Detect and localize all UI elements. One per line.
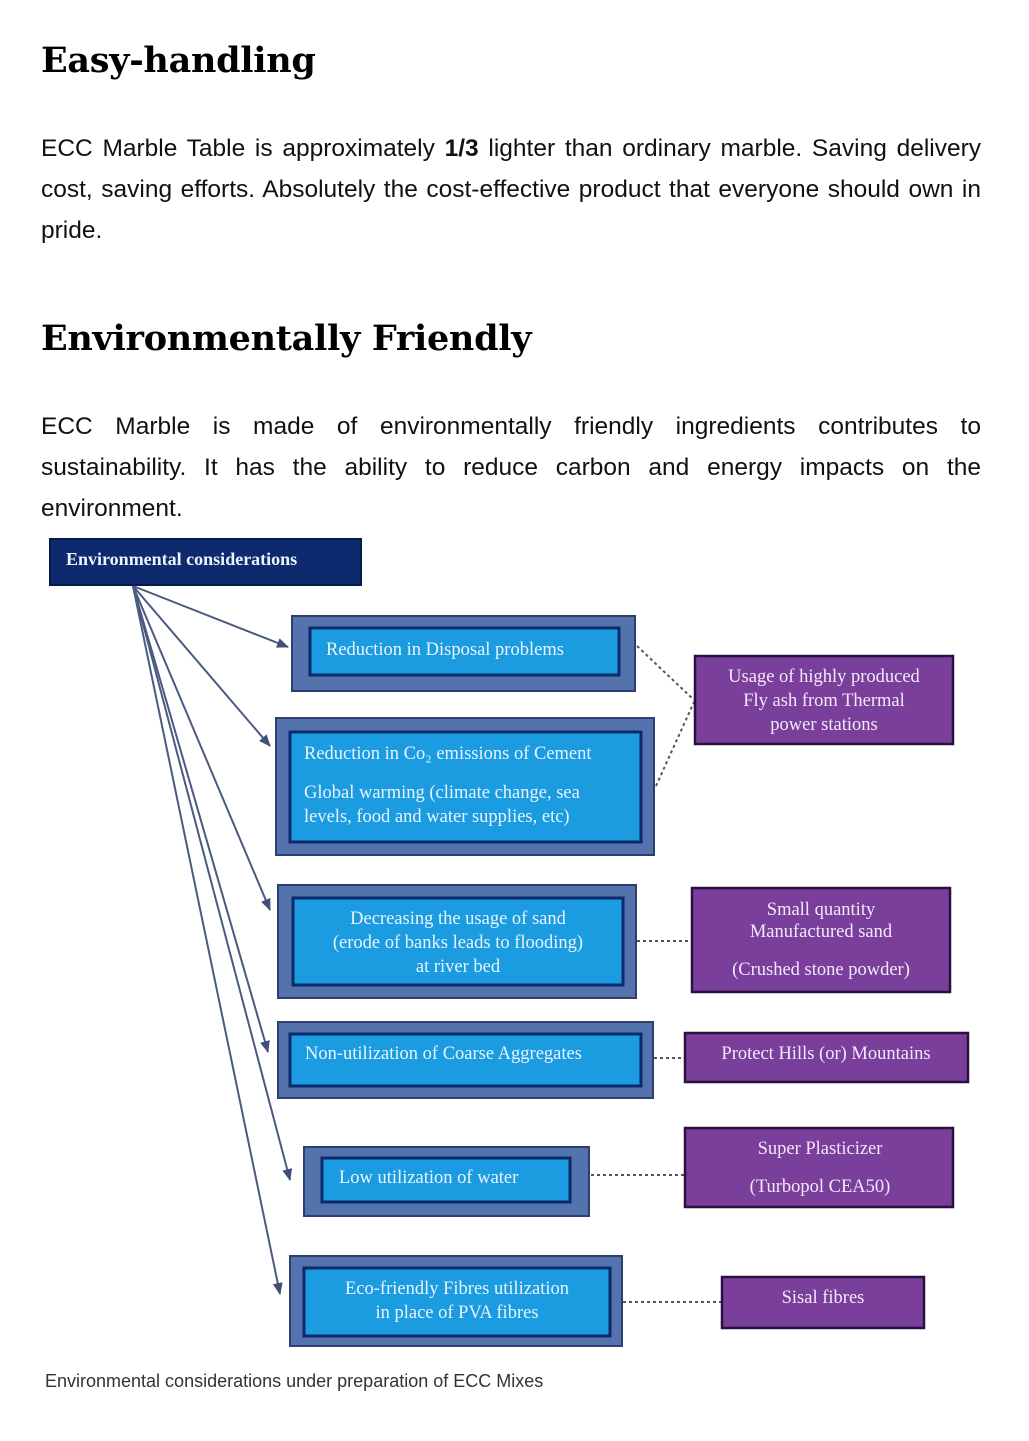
easy-handling-paragraph <box>41 128 981 251</box>
solution-box-1 <box>695 656 953 744</box>
para-text: lighter than ordinary marble. Saving delivery cost, saving efforts. Absolutely the cost-effective product that everyone should own in pride. <box>41 135 981 244</box>
connector-1a <box>637 646 694 700</box>
solution-label: power stations <box>770 715 878 735</box>
consideration-box-2 <box>276 718 654 855</box>
consideration-box-4 <box>278 1022 653 1098</box>
solution-label: (Turbopol CEA50) <box>749 1177 891 1197</box>
consideration-label: Reduction in Disposal problems <box>326 640 564 660</box>
arrows <box>133 586 290 1294</box>
consideration-box-6 <box>290 1256 622 1346</box>
arrow-3 <box>133 586 270 910</box>
consideration-label: Decreasing the usage of sand <box>350 909 566 929</box>
consideration-label: (erode of banks leads to flooding) <box>332 933 584 953</box>
consideration-label: Global warming (climate change, sea <box>304 783 580 803</box>
solution-box-4 <box>685 1128 953 1207</box>
solution-box-3 <box>685 1033 968 1082</box>
solution-label: Sisal fibres <box>781 1288 865 1308</box>
solution-box-2 <box>692 888 950 992</box>
solution-box-5 <box>722 1277 924 1328</box>
environmentally-friendly-paragraph: ECC Marble is made of environmentally friendly ingredients contributes to sustainability. It has the ability to reduce carbon and energy impacts on the environment. <box>41 413 981 522</box>
section-title-environmentally-friendly: Environmentally Friendly <box>41 318 532 359</box>
solution-label: Usage of highly produced <box>728 667 920 687</box>
solution-label: (Crushed stone powder) <box>732 960 910 980</box>
consideration-label: Non-utilization of Coarse Aggregates <box>305 1044 582 1064</box>
root-node <box>50 539 361 585</box>
arrow-5 <box>133 586 290 1180</box>
consideration-label: Reduction in Co₂ emissions of Cement <box>304 744 592 764</box>
consideration-box-5 <box>304 1147 589 1216</box>
arrow-1 <box>133 586 288 647</box>
consideration-label: levels, food and water supplies, etc) <box>304 807 570 827</box>
para-bold-fraction: 1/3 <box>444 135 479 162</box>
arrow-6 <box>133 586 280 1294</box>
solution-label: Super Plasticizer <box>757 1139 883 1159</box>
consideration-label: at river bed <box>415 957 501 977</box>
solution-label: Protect Hills (or) Mountains <box>721 1044 931 1064</box>
para-text: ECC Marble Table is approximately <box>41 135 445 162</box>
consideration-label: Eco-friendly Fibres utilization <box>345 1279 569 1299</box>
solution-label: Manufactured sand <box>749 922 893 942</box>
connector-1b <box>656 702 694 786</box>
consideration-box-1 <box>292 616 635 691</box>
solution-label: Fly ash from Thermal <box>743 691 905 711</box>
consideration-label: in place of PVA fibres <box>375 1303 539 1323</box>
section-title-easy-handling: Easy-handling <box>41 40 316 81</box>
consideration-box-3 <box>278 885 636 998</box>
environmental-considerations-diagram <box>0 530 1029 1360</box>
arrow-4 <box>133 586 268 1052</box>
solution-label: Small quantity <box>766 900 876 920</box>
root-label: Environmental considerations <box>66 549 298 569</box>
consideration-label: Low utilization of water <box>339 1168 519 1188</box>
figure-caption: Environmental considerations under preparation of ECC Mixes <box>45 1371 544 1391</box>
